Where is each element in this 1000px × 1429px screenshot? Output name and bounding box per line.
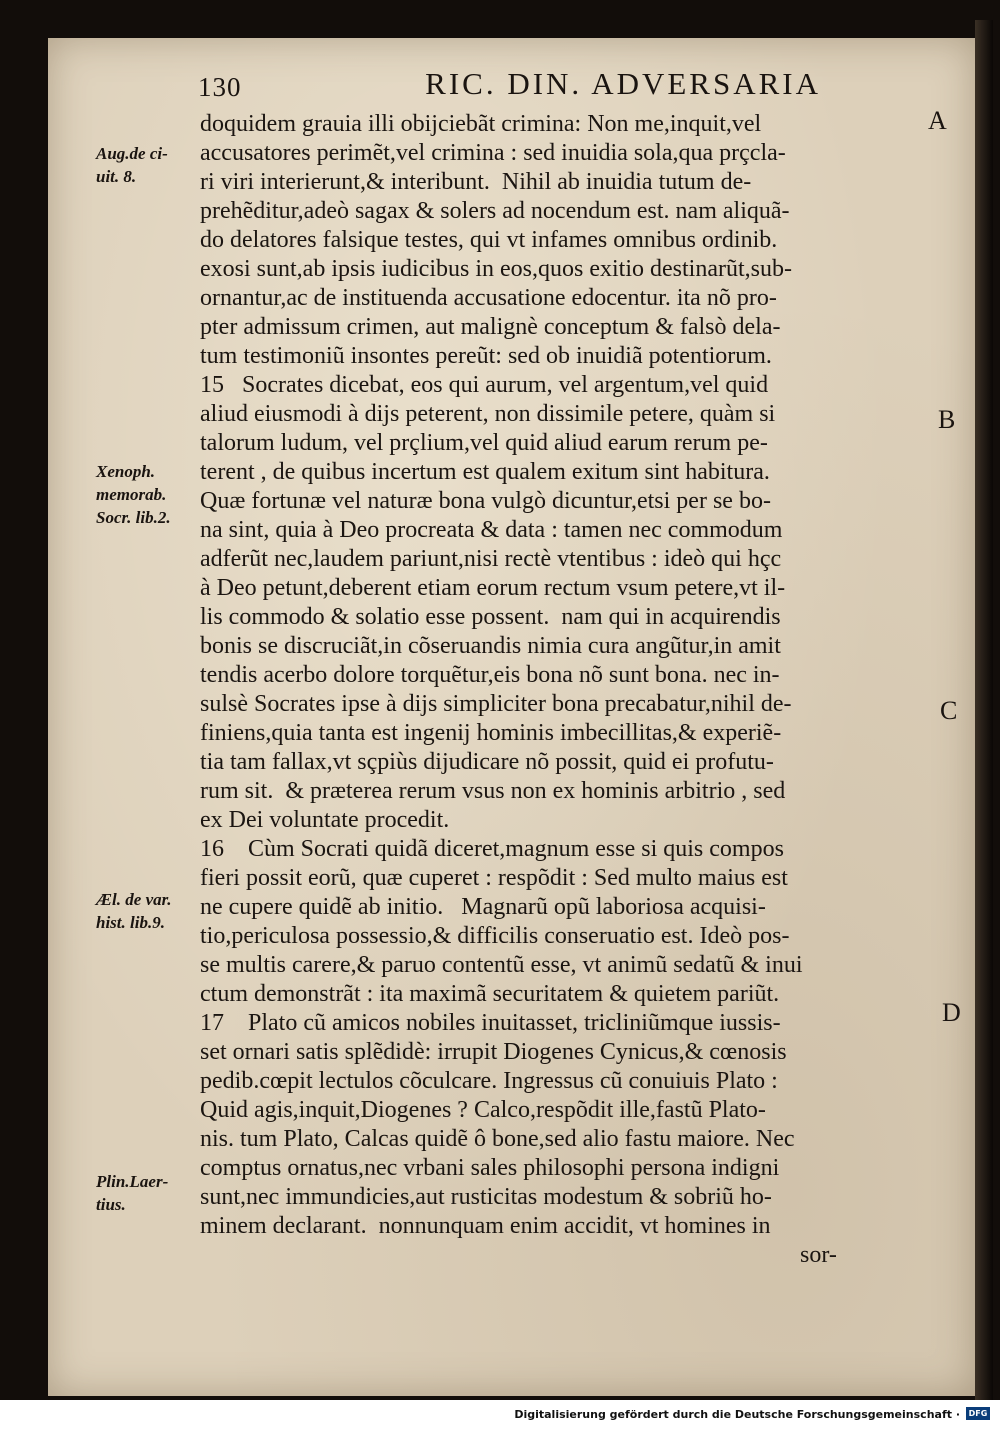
running-head: RIC. DIN. ADVERSARIA — [425, 66, 821, 101]
sidenote-xenophon — [96, 460, 216, 529]
text-line: pedib.cœpit lectulos cõculcare. Ingressus cũ conuiuis Plato : — [200, 1068, 778, 1094]
text-line: prehẽditur,adeò sagax & solers ad nocendum est. nam aliquã- — [200, 198, 790, 224]
text-line: 16 Cùm Socrati quidã diceret,magnum esse si quis compos — [200, 836, 784, 862]
text-line: lis commodo & solatio esse possent. nam qui in acquirendis — [200, 604, 781, 630]
text-line: comptus ornatus,nec vrbani sales philosophi persona indigni — [200, 1155, 780, 1181]
text-line: sulsè Socrates ipse à dijs simpliciter bona precabatur,nihil de- — [200, 691, 792, 717]
section-letter-b: B — [938, 405, 956, 434]
sidenote-line: Socr. lib.2. — [96, 508, 171, 527]
text-line: ri viri interierunt,& interibunt. Nihil ab inuidia tutum de- — [200, 169, 752, 195]
section-letter-a: A — [928, 106, 947, 135]
section-letter-d: D — [942, 998, 961, 1027]
sidenote-line: Xenoph. — [96, 462, 156, 481]
text-line: tio,periculosa possessio,& difficilis conseruatio est. Ideò pos- — [200, 923, 790, 949]
text-line: do delatores falsique testes, qui vt infames omnibus ordinib. — [200, 227, 778, 253]
page-header — [196, 66, 821, 106]
text-line: na sint, quia à Deo procreata & data : tamen nec commodum — [200, 517, 783, 543]
page-number: 130 — [198, 72, 242, 102]
text-line: ornantur,ac de instituenda accusatione edocentur. ita nõ pro- — [200, 285, 777, 311]
text-line: doquidem grauia illi obijciebãt crimina: Non me,inquit,vel — [200, 111, 762, 137]
text-line: adferũt nec,laudem pariunt,nisi rectè vtentibus : ideò qui hçc — [200, 546, 782, 572]
text-line: aliud eiusmodi à dijs peterent, non dissimile petere, quàm si — [200, 401, 776, 427]
text-line: rum sit. & præterea rerum vsus non ex hominis arbitrio , sed — [200, 778, 786, 804]
text-line: 17 Plato cũ amicos nobiles inuitasset, tricliniũmque iussis- — [200, 1010, 781, 1036]
text-line: bonis se discruciãt,in cõseruandis nimia cura angũtur,in amit — [200, 633, 781, 659]
text-line: Quid agis,inquit,Diogenes ? Calco,respõdit ille,fastũ Plato- — [200, 1097, 766, 1123]
section-letter-c: C — [940, 696, 958, 725]
text-line: exosi sunt,ab ipsis iudicibus in eos,quos exitio destinarũt,sub- — [200, 256, 792, 282]
sidenote-line: Æl. de var. — [96, 890, 172, 909]
sidenote-line: Plin.Laer- — [96, 1172, 169, 1191]
text-line: finiens,quia tanta est ingenij hominis imbecillitas,& experiẽ- — [200, 720, 782, 746]
sidenote-augustine — [96, 142, 216, 188]
footer-bar — [0, 1400, 1000, 1429]
text-line: set ornari satis splẽdidè: irrupit Diogenes Cynicus,& cœnosis — [200, 1039, 787, 1065]
sidenote-line: hist. lib.9. — [96, 913, 165, 932]
sidenote-pliny — [96, 1170, 216, 1216]
text-line: accusatores perimẽt,vel crimina : sed inuidia sola,qua prçcla- — [200, 140, 786, 166]
sidenote-aelian — [96, 888, 216, 934]
sidenote-line: memorab. — [96, 485, 167, 504]
dfg-logo-icon: DFG — [966, 1407, 990, 1420]
text-line: nis. tum Plato, Calcas quidẽ ô bone,sed alio fastu maiore. Nec — [200, 1126, 795, 1152]
text-line: ctum demonstrãt : ita maximã securitatem & quietem pariũt. — [200, 981, 780, 1007]
text-line: tendis acerbo dolore torquẽtur,eis bona nõ sunt bona. nec in- — [200, 662, 780, 688]
text-line: fieri possit eorũ, quæ cuperet : respõdit : Sed multo maius est — [200, 865, 788, 891]
text-line: sunt,nec immundicies,aut rusticitas modestum & sobriũ ho- — [200, 1184, 772, 1210]
page-edge-shadow — [975, 20, 993, 1400]
text-line: pter admissum crimen, aut malignè conceptum & falsò dela- — [200, 314, 781, 340]
text-line: tum testimoniũ insontes pereũt: sed ob inuidiã potentiorum. — [200, 343, 772, 369]
sidenote-line: uit. 8. — [96, 167, 137, 186]
text-line: tia tam fallax,vt sçpiùs dijudicare nõ possit, quid ei profutu- — [200, 749, 774, 775]
sidenote-line: tius. — [96, 1195, 126, 1214]
text-line: ex Dei voluntate procedit. — [200, 807, 450, 833]
text-line: talorum ludum, vel prçlium,vel quid aliud earum rerum pe- — [200, 430, 768, 456]
text-line: 15 Socrates dicebat, eos qui aurum, vel argentum,vel quid — [200, 372, 769, 398]
footer-credit: Digitalisierung gefördert durch die Deutsche Forschungsgemeinschaft · — [514, 1408, 960, 1421]
sidenote-line: Aug.de ci- — [96, 144, 168, 163]
catchword: sor- — [200, 1242, 837, 1268]
text-line: terent , de quibus incertum est qualem exitum sint habitura. — [200, 459, 770, 485]
text-line: ne cupere quidẽ ab initio. Magnarũ opũ laboriosa acquisi- — [200, 894, 766, 920]
main-text — [200, 110, 940, 1270]
text-line: Quæ fortunæ vel naturæ bona vulgò dicuntur,etsi per se bo- — [200, 488, 771, 514]
text-line: à Deo petunt,deberent etiam eorum rectum vsum petere,vt il- — [200, 575, 786, 601]
text-line: se multis carere,& paruo contentũ esse, vt animũ sedatũ & inui — [200, 952, 803, 978]
text-line: minem declarant. nonnunquam enim accidit, vt homines in — [200, 1213, 771, 1239]
